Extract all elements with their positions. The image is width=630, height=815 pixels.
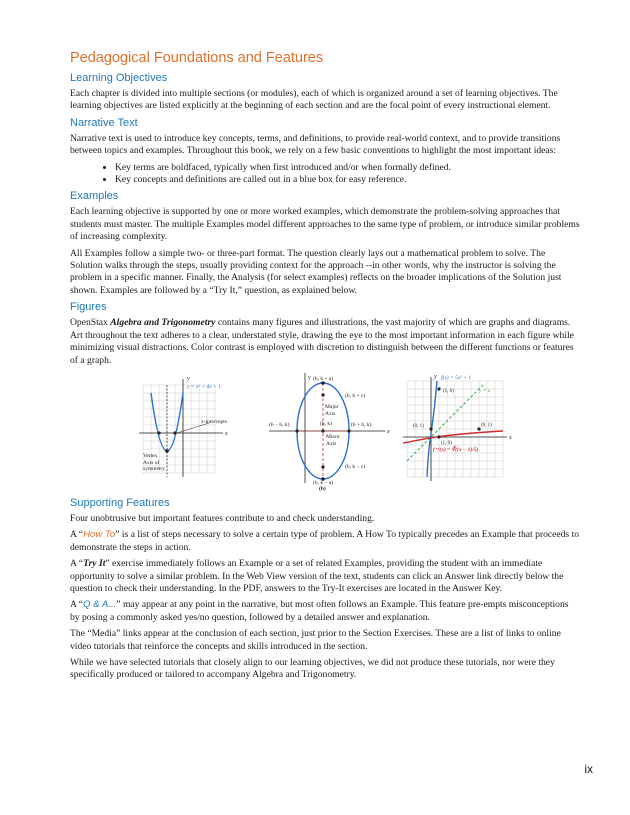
major-axis-label-1: Major [325,403,339,410]
inverse-equation: f⁻¹(x) = ∛((x − 1)/5) [433,446,479,453]
examples-heading: Examples [70,190,119,203]
learning-objectives-paragraph: Each chapter is divided into multiple sections (or modules), each of which is organized around a set of learning objectives. The learning objectives are listed explicitly at the beginning of each section and are the focal point of every instructional element. [70,88,558,112]
left-co-vertex-label: (h − b, k) [269,421,290,428]
try-it-feature-label: Try It [83,558,106,570]
center-point [321,429,324,432]
list-item: • Key terms are boldfaced, typically when first introduced and/or when formally defined. [115,162,580,174]
major-axis-label-2: Axis [325,410,336,417]
how-to-text-post: ” is a list of steps necessary to solve a certain type of problem. A How To typically precedes an Example that proceeds to demonstrate the steps in action. [70,529,580,553]
ellipse-x-label: x [387,428,390,435]
supporting-features-intro: Four unobtrusive but important features contribute to and check understanding. [70,512,375,524]
parabola-figure [131,371,259,491]
learning-objectives-heading: Learning Objectives [70,72,168,84]
point-label: (1, 6) [443,388,454,394]
media-paragraph: The “Media” links appear at the conclusion of each section, just prior to the Section Exercises. These are a list of links to online video tutorials that reinforce the concepts and skills introduced in the section. [70,628,561,652]
conventions-list [70,162,580,187]
co-vertex-point [295,429,298,432]
bottom-vertex-label: (h, k − a) [313,479,334,486]
focus-point [321,465,324,468]
inverse-x-label: x [509,434,512,441]
qa-text-pre: A “ [70,599,84,611]
figure-row [70,371,580,491]
axis-of-symmetry-label-2: symmetry [143,465,165,472]
vertex-point [165,449,169,453]
ellipse-y-label: y [308,374,311,381]
try-it-text-pre: A “ [70,558,84,570]
supporting-features-heading: Supporting Features [70,496,170,509]
how-to-paragraph [70,529,580,554]
parabola-y-label: y [187,375,190,382]
inverse-function-figure [399,371,519,491]
narrative-text-paragraph: Narrative text is used to introduce key concepts, terms, and definitions, to provide real-world context, and to provide transitions between topics and examples. Throughout this book, we rely on a few basic conventions to highlight the most important ideas: [70,132,561,157]
inverse-y-label: y [434,373,437,380]
list-item: • Key concepts and definitions are called out in a blue box for easy reference. [115,174,580,186]
right-co-vertex-label: (h + b, k) [351,421,372,428]
qa-paragraph [70,599,580,624]
point-label: (0, 1) [413,423,424,429]
figures-heading: Figures [70,301,107,314]
top-vertex-label: (h, k + a) [313,375,334,382]
minor-axis-label-2: Axis [326,440,337,447]
point-label: (6, 1) [481,422,492,428]
x-intercept-point [173,431,176,434]
top-focus-label: (h, k + c) [345,392,366,399]
how-to-feature-label: How To [83,529,116,541]
inverse-grid [407,381,503,477]
function-equation: f(x) = 5x³ + 1 [441,374,472,381]
point [429,427,432,430]
page-content [70,50,580,686]
minor-axis-label-1: Minor [326,433,340,440]
how-to-text-pre: A “ [70,529,84,541]
try-it-text-post: ” exercise immediately follows an Example or a set of related Examples, providing the student with an immediate opportunity to solve a similar problem. In the Web View version of the text, students can click an Answer link directly below the question to check their understanding. In the PDF, answers to the Try-It exercises are located in the Answer Key. [70,558,564,594]
parabola-equation: y = x² + 4x + 1 [187,383,221,390]
qa-text-post: ” may appear at any point in the narrative, but most often follows an Example. This feature pre-empts misconceptions by posing a commonly asked yes/no question, followed by a detailed answer and explanation. [70,599,569,623]
ellipse-figure [265,371,393,491]
center-label: (h, k) [320,420,332,427]
vertex-label: Vertex [143,452,158,459]
point [437,435,440,438]
figures-text-post: contains many figures and illustrations, the vast majority of which are graphs and diagrams. Art throughout the text adheres to a clear, understated style, drawing the eye to the most important information in each figure while minimizing visual distractions. Color contrast is employed with discretion to distinguish between the different functions or features of a graph. [70,317,574,366]
page-number: ix [584,762,593,776]
identity-line-label: y = x [479,387,491,394]
x-intercept-point [157,431,160,434]
page-title: Pedagogical Foundations and Features [70,50,324,66]
narrative-text-heading: Narrative Text [70,116,138,129]
bottom-focus-label: (h, k − c) [345,463,366,470]
figures-paragraph [70,317,580,367]
try-it-paragraph [70,558,580,595]
figures-text-pre: OpenStax [70,317,111,329]
point-label: (1, 0) [441,440,452,446]
figure-caption-b: (b) [319,485,326,491]
parabola-x-label: x [225,430,228,437]
focus-point [321,393,324,396]
book-title: Algebra and Trigonometry [110,317,216,329]
axis-of-symmetry-label-1: Axis of [143,459,160,466]
point [437,387,440,390]
x-intercepts-label: x-intercepts [201,418,227,425]
qa-feature-label: Q & A... [83,599,117,611]
examples-paragraph-1: Each learning objective is supported by one or more worked examples, which demonstrate the problem-solving approaches that students must master. The multiple Examples model different approaches to the same type of problem, or introduce similar problems of increasing complexity. [70,206,580,243]
tutorials-paragraph: While we have selected tutorials that closely align to our learning objectives, we did not produce these tutorials, nor were they specifically produced or tailored to accompany Algebra and Trigonometry. [70,656,555,681]
co-vertex-point [347,429,350,432]
examples-paragraph-2: All Examples follow a simple two- or three-part format. The question clearly lays out a mathematical problem to solve. The Solution walks through the steps, usually providing context for the approach --in other words, why the instructor is solving the problem in a specific manner. Finally, the Analysis (for select examples) reflects on the broader implications of the Solution just shown. Examples are followed by a “Try It,” question, as explained below. [70,247,562,296]
